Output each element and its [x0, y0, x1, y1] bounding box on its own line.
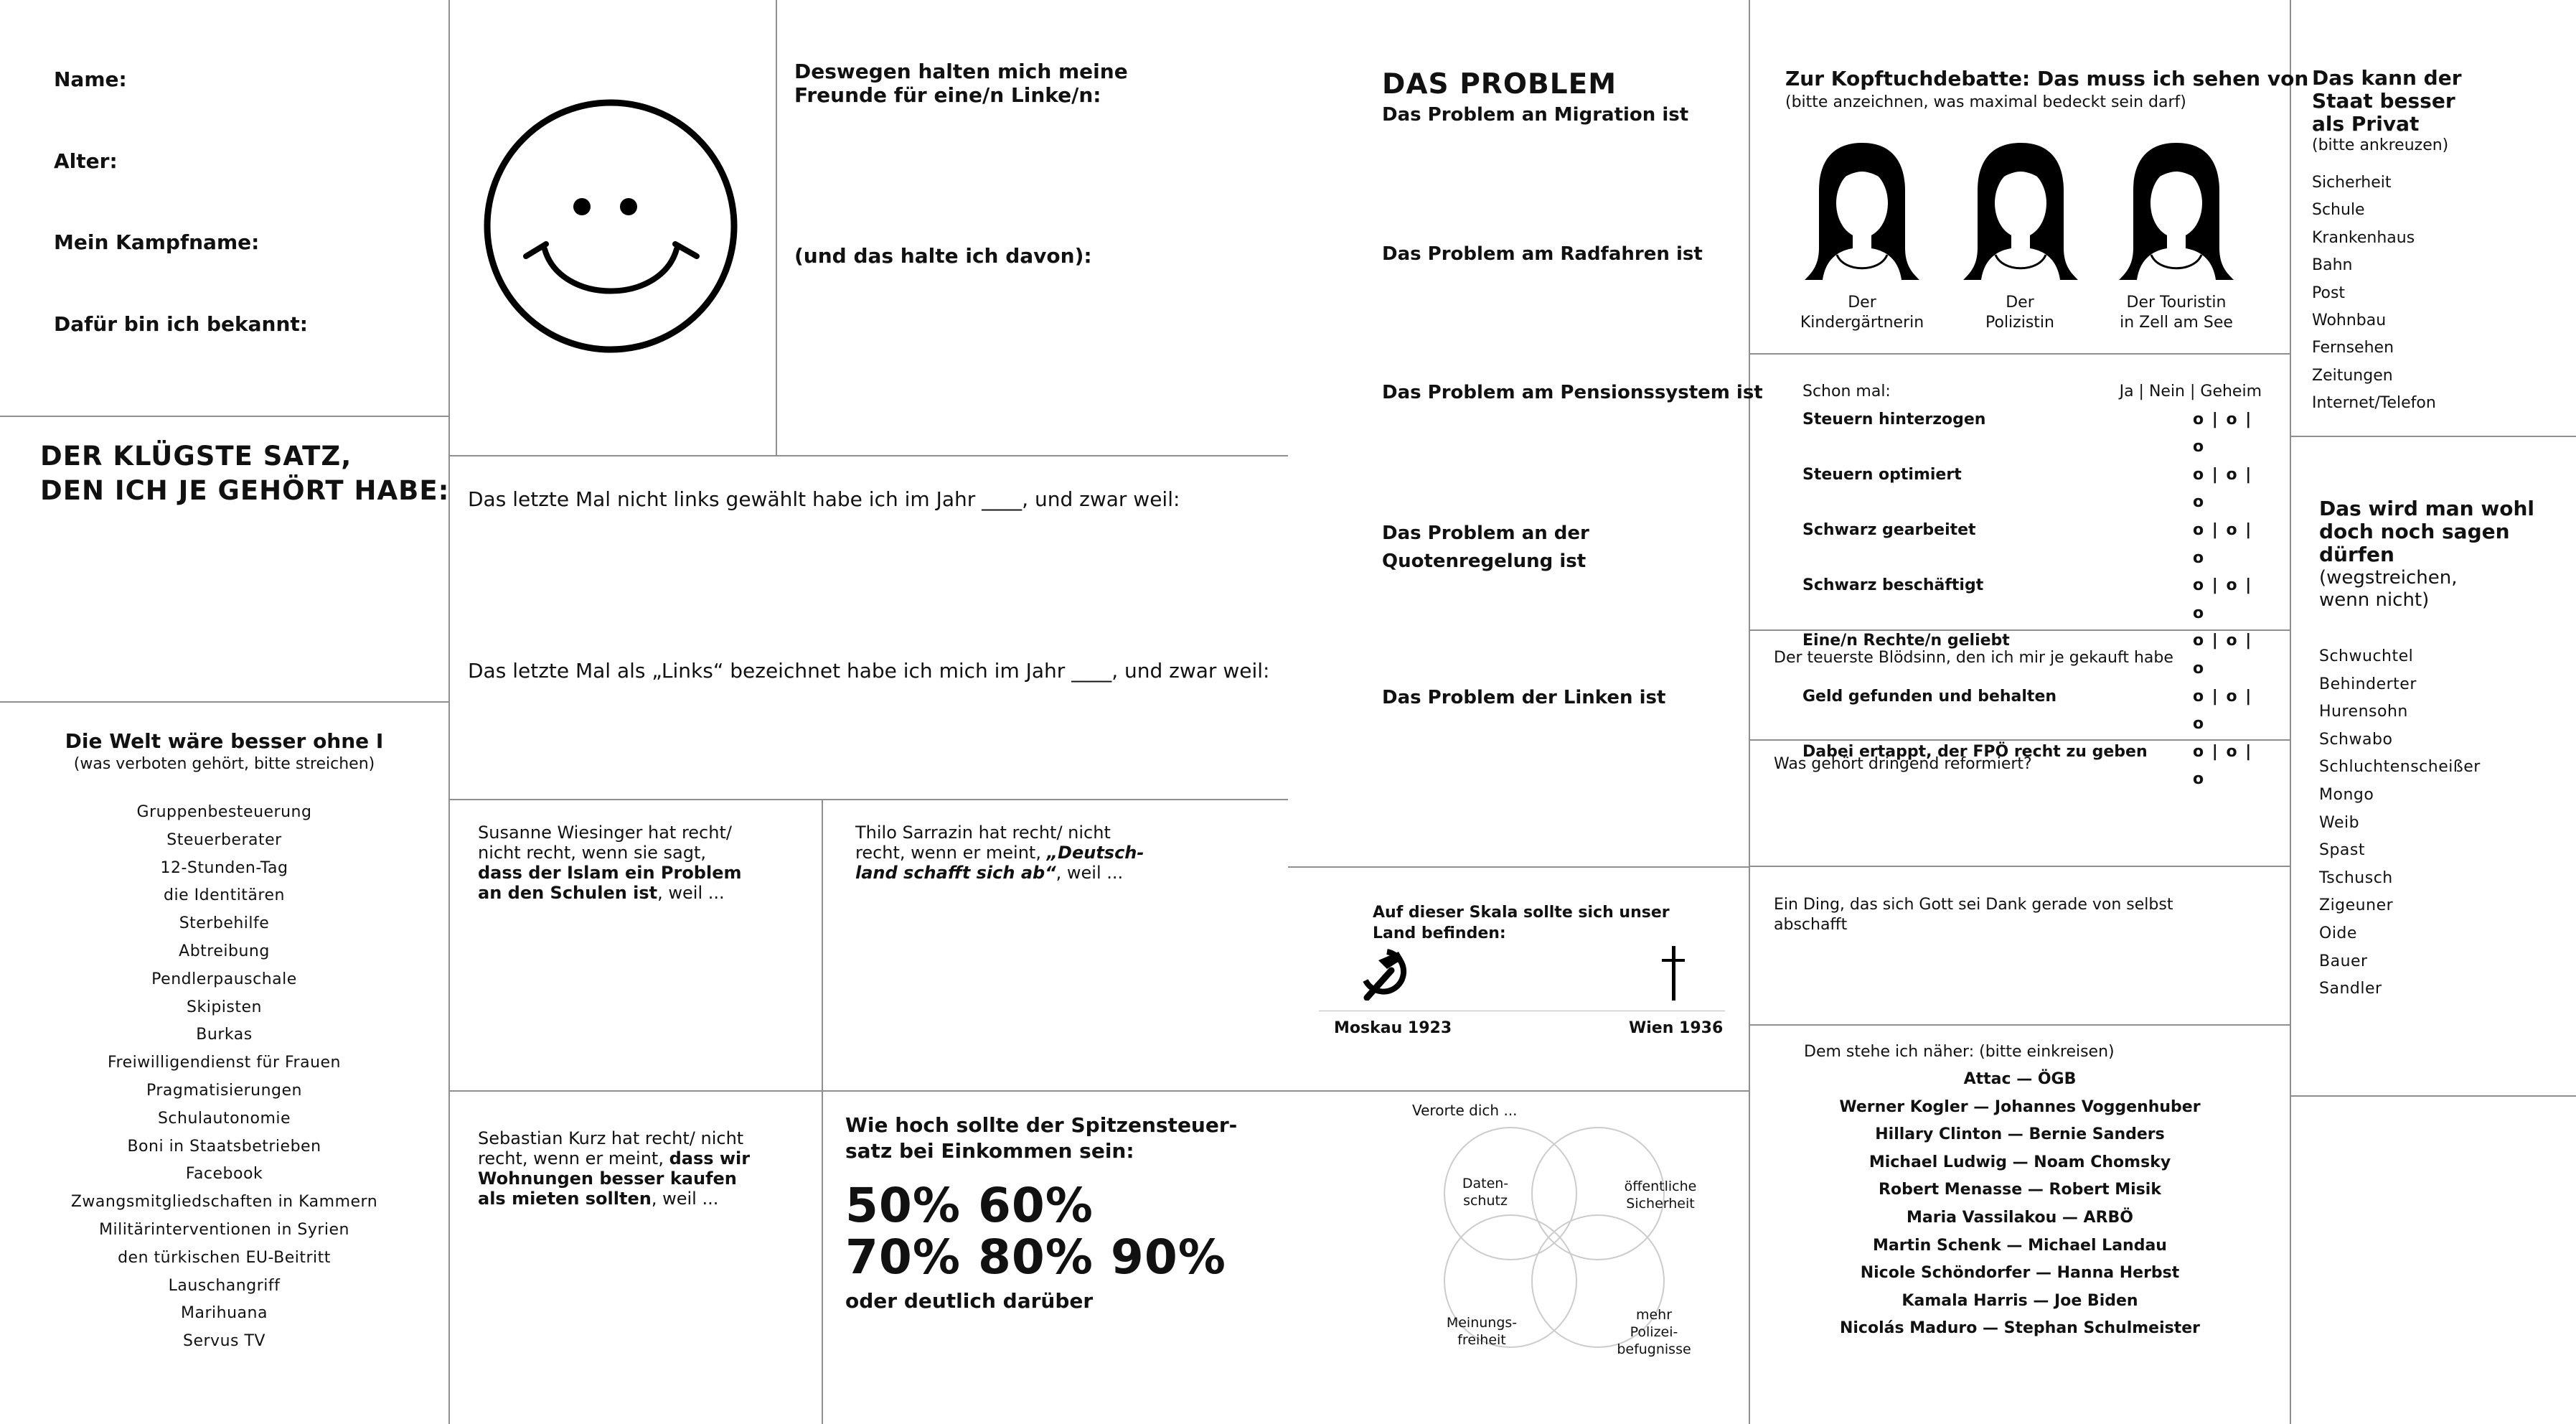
text-tail: , weil ...	[657, 883, 725, 903]
name-field-label[interactable]: Name:	[54, 67, 127, 91]
list-item[interactable]: Krankenhaus	[2312, 228, 2415, 247]
list-item[interactable]: Skipisten	[187, 998, 262, 1016]
list-item[interactable]: Marihuana	[181, 1304, 268, 1323]
text-quote: land schafft sich ab“	[855, 863, 1056, 883]
friends-opinion: (und das halte ich davon):	[794, 244, 1092, 268]
list-item[interactable]: den türkischen EU-Beitritt	[118, 1248, 331, 1267]
list-item[interactable]: Servus TV	[183, 1332, 265, 1351]
woman-portrait-icon[interactable]	[2115, 140, 2237, 284]
label-line: Polizistin	[1985, 314, 2054, 332]
question-line: Deswegen halten mich meine	[794, 60, 1128, 83]
row-label: Steuern optimiert	[1802, 465, 1962, 484]
list-item[interactable]: Schluchtenscheißer	[2319, 758, 2481, 777]
closer-title: Dem stehe ich näher: (bitte einkreisen)	[1804, 1043, 2115, 1061]
answer-options[interactable]: o | o | o	[2193, 520, 2253, 567]
title-line: dürfen	[2319, 543, 2394, 566]
label-line: öffentliche	[1624, 1179, 1697, 1194]
row-label: Steuern hinterzogen	[1802, 410, 1986, 428]
heading-line: DER KLÜGSTE SATZ,	[40, 441, 352, 472]
label-line: Meinungs-	[1446, 1315, 1518, 1331]
divider	[450, 799, 1288, 800]
list-item[interactable]: Burkas	[196, 1026, 253, 1044]
list-item[interactable]: Abtreibung	[179, 942, 270, 960]
wiesinger-question	[478, 823, 742, 903]
closer-list	[1750, 1066, 2290, 1343]
divider	[0, 416, 448, 417]
table-row	[1802, 683, 2262, 739]
text-line: Wohnungen besser kaufen	[478, 1168, 737, 1189]
list-item[interactable]: Steuerberater	[166, 830, 282, 849]
heading-line: DEN ICH JE GEHÖRT HABE:	[40, 475, 450, 506]
header-right: Ja | Nein | Geheim	[2119, 383, 2262, 400]
known-for-field-label[interactable]: Dafür bin ich bekannt:	[54, 312, 309, 336]
problem-item: Das Problem am Radfahren ist	[1382, 243, 1703, 265]
list-item[interactable]: Hurensohn	[2319, 703, 2408, 721]
venn-label-data-privacy	[1449, 1175, 1521, 1209]
list-item[interactable]: Martin Schenk — Michael Landau	[1873, 1236, 2167, 1255]
divider	[1288, 866, 1749, 868]
state-better-list	[2312, 169, 2436, 418]
text-tail: , weil ...	[651, 1189, 719, 1209]
cross-icon	[1659, 946, 1688, 1001]
scale-right-label: Wien 1936	[1629, 1019, 1724, 1037]
list-item[interactable]: Wohnbau	[2312, 312, 2387, 330]
answer-options[interactable]: o | o | o	[2193, 632, 2253, 678]
tax-question	[845, 1112, 1237, 1164]
list-item[interactable]: Bauer	[2319, 952, 2368, 970]
divider	[1750, 866, 2290, 867]
world-better-subtitle: (was verboten gehört, bitte streichen)	[73, 755, 375, 773]
row-label: Dabei ertappt, der FPÖ recht zu geben	[1802, 742, 2148, 761]
answer-options[interactable]: o | o | o	[2193, 687, 2253, 734]
list-item[interactable]: Tschusch	[2319, 868, 2393, 887]
row-label: Schwarz gearbeitet	[1802, 520, 1976, 539]
text-line: nicht recht, wenn sie sagt,	[478, 843, 706, 863]
text-bold: an den Schulen ist	[478, 883, 658, 903]
list-item[interactable]: Werner Kogler — Johannes Voggenhuber	[1839, 1097, 2201, 1116]
list-item[interactable]: Attac — ÖGB	[1963, 1070, 2077, 1088]
sarrazin-question	[855, 823, 1144, 883]
divider	[2291, 436, 2576, 437]
title-line: doch noch sagen	[2319, 520, 2510, 543]
label-line: Sicherheit	[1626, 1196, 1695, 1212]
answer-options[interactable]: o | o | o	[2193, 465, 2253, 512]
say-subtitle	[2319, 567, 2458, 612]
say-title	[2319, 497, 2534, 566]
battle-name-field-label[interactable]: Mein Kampfname:	[54, 230, 260, 254]
list-item[interactable]: Freiwilligendienst für Frauen	[107, 1054, 341, 1072]
text-line: Susanne Wiesinger hat recht/	[478, 823, 732, 843]
tax-options[interactable]	[845, 1180, 1237, 1283]
list-item[interactable]: Robert Menasse — Robert Misik	[1879, 1181, 2161, 1199]
list-item[interactable]: Schulautonomie	[157, 1109, 291, 1128]
tax-more-option[interactable]: oder deutlich darüber	[845, 1289, 1094, 1313]
label-line: Polizei-	[1630, 1324, 1678, 1340]
list-item[interactable]: Sicherheit	[2312, 174, 2392, 192]
divider	[822, 799, 823, 1424]
question-line: Wie hoch sollte der Spitzensteuer-	[845, 1113, 1238, 1137]
table-row	[1802, 572, 2262, 627]
header-left: Schon mal:	[1802, 383, 1891, 400]
list-item[interactable]: Kamala Harris — Joe Biden	[1902, 1291, 2138, 1310]
scale-question	[1373, 902, 1670, 944]
label-line: in Zell am See	[2120, 314, 2233, 332]
answer-options[interactable]: o | o | o	[2193, 742, 2253, 789]
text-quote: „Deutsch-	[1046, 843, 1144, 863]
state-better-title	[2312, 67, 2462, 136]
woman-portrait-icon[interactable]	[1801, 140, 1923, 284]
list-item[interactable]: Hillary Clinton — Bernie Sanders	[1875, 1125, 2165, 1144]
headscarf-subtitle: (bitte anzeichnen, was maximal bedeckt sein darf)	[1785, 93, 2186, 111]
list-item[interactable]: Zigeuner	[2319, 896, 2394, 915]
title-line: Staat besser	[2312, 89, 2455, 113]
subtitle-line: wenn nicht)	[2319, 589, 2430, 611]
problem-title: DAS PROBLEM	[1382, 68, 1617, 100]
label-line: Daten-	[1462, 1176, 1509, 1191]
row-label: Schwarz beschäftigt	[1802, 576, 1984, 595]
nonsense-question: Der teuerste Blödsinn, den ich mir je gekauft habe	[1774, 649, 2173, 667]
list-item[interactable]: Gruppenbesteuerung	[136, 803, 312, 821]
list-item[interactable]: Weib	[2319, 813, 2360, 832]
age-field-label[interactable]: Alter:	[54, 149, 118, 173]
subtitle-line: (wegstreichen,	[2319, 567, 2458, 589]
divider	[1750, 353, 2290, 355]
title-line: Das kann der	[2312, 66, 2462, 90]
label-line: Der Touristin	[2126, 294, 2227, 312]
list-item[interactable]: Bahn	[2312, 256, 2353, 275]
kurz-question	[478, 1128, 750, 1209]
list-item[interactable]: die Identitären	[164, 886, 285, 905]
venn-label-free-speech	[1442, 1314, 1521, 1349]
list-item[interactable]: Post	[2312, 284, 2346, 302]
venn-diagram[interactable]	[1439, 1123, 1726, 1410]
list-item[interactable]: Zwangsmitgliedschaften in Kammern	[70, 1193, 378, 1212]
text-line: Sebastian Kurz hat recht/ nicht	[478, 1128, 744, 1148]
figure-label-police	[1934, 293, 2106, 333]
tax-options-row[interactable]: 50% 60%	[845, 1178, 1094, 1233]
list-item[interactable]: Militärinterventionen in Syrien	[98, 1220, 349, 1239]
list-item[interactable]: Pragmatisierungen	[146, 1081, 302, 1100]
state-better-subtitle: (bitte ankreuzen)	[2312, 136, 2449, 154]
say-list	[2319, 643, 2481, 1003]
list-item[interactable]: Facebook	[185, 1165, 263, 1184]
list-item[interactable]: Nicolás Maduro — Stephan Schulmeister	[1839, 1319, 2201, 1338]
list-item[interactable]: Michael Ludwig — Noam Chomsky	[1868, 1153, 2171, 1171]
list-item[interactable]: 12-Stunden-Tag	[160, 858, 288, 877]
list-item[interactable]: Nicole Schöndorfer — Hanna Herbst	[1860, 1264, 2180, 1283]
table-header	[1802, 378, 2262, 406]
question-line: Land befinden:	[1373, 924, 1506, 942]
smiley-face-icon	[481, 97, 740, 355]
list-item[interactable]: Maria Vassilakou — ARBÖ	[1907, 1208, 2133, 1227]
list-item[interactable]: Internet/Telefon	[2312, 394, 2436, 413]
list-item[interactable]: Spast	[2319, 841, 2365, 860]
answer-options[interactable]: o | o | o	[2193, 410, 2253, 456]
world-better-list	[0, 799, 448, 1356]
tax-options-row[interactable]: 70% 80% 90%	[845, 1229, 1226, 1285]
headscarf-title: Zur Kopftuchdebatte: Das muss ich sehen von	[1785, 67, 2309, 90]
label-line: schutz	[1463, 1193, 1508, 1209]
scale-left-label: Moskau 1923	[1334, 1019, 1452, 1037]
world-better-title: Die Welt wäre besser ohne I	[65, 729, 384, 753]
divider	[776, 0, 777, 456]
list-item[interactable]: Sterbehilfe	[179, 914, 270, 933]
label-line: Der	[2006, 294, 2034, 312]
problem-item: Das Problem an der Quotenregelung ist	[1382, 523, 1589, 572]
label-line: Kindergärtnerin	[1800, 314, 1924, 332]
question-line: Freunde für eine/n Linke/n:	[794, 83, 1101, 107]
question-line: Auf dieser Skala sollte sich unser	[1373, 904, 1670, 922]
problem-item: Das Problem der Linken ist	[1382, 687, 1666, 708]
question-line: satz bei Einkommen sein:	[845, 1139, 1134, 1163]
text-line: dass der Islam ein Problem	[478, 863, 742, 883]
last-not-left-vote: Das letzte Mal nicht links gewählt habe ich im Jahr ____, und zwar weil:	[468, 487, 1180, 511]
friends-question	[794, 60, 1128, 107]
list-item[interactable]: Sandler	[2319, 980, 2382, 998]
table-row	[1802, 462, 2262, 517]
title-line: Das wird man wohl	[2319, 497, 2535, 520]
label-line: mehr	[1635, 1307, 1673, 1323]
list-item[interactable]: Schwabo	[2319, 730, 2393, 749]
list-item[interactable]: Oide	[2319, 924, 2357, 942]
text-bold: als mieten sollten	[478, 1189, 652, 1209]
divider	[0, 701, 448, 703]
divider	[450, 455, 1288, 456]
text-bold: dass wir	[669, 1148, 751, 1168]
woman-portrait-icon[interactable]	[1960, 140, 2082, 284]
last-called-left: Das letzte Mal als „Links“ bezeichnet habe ich mich im Jahr ____, und zwar weil:	[468, 659, 1270, 683]
label-line: Der	[1848, 294, 1876, 312]
table-row	[1802, 517, 2262, 572]
row-label: Geld gefunden und behalten	[1802, 687, 2057, 706]
row-label: Eine/n Rechte/n geliebt	[1802, 632, 2010, 650]
world-better-section	[0, 729, 448, 1356]
text-line: recht, wenn er meint,	[855, 843, 1047, 863]
list-item[interactable]: Mongo	[2319, 785, 2374, 804]
problem-item: Das Problem an Migration ist	[1382, 104, 1689, 126]
smartest-sentence-heading	[40, 439, 449, 508]
divider	[2290, 0, 2291, 1424]
divider	[448, 0, 450, 1424]
label-line: freiheit	[1457, 1332, 1506, 1348]
hammer-sickle-icon	[1358, 946, 1413, 1001]
list-item[interactable]: Schule	[2312, 201, 2365, 220]
figure-label-kindergarten	[1776, 293, 1948, 333]
reform-question: Was gehört dringend reformiert?	[1774, 755, 2032, 773]
table-row	[1802, 406, 2262, 462]
divider	[2291, 1095, 2576, 1097]
title-line: als Privat	[2312, 112, 2420, 136]
list-item[interactable]: Boni in Staatsbetrieben	[127, 1137, 321, 1156]
text-tail: , weil ...	[1056, 863, 1124, 883]
answer-options[interactable]: o | o | o	[2193, 576, 2253, 622]
venn-label-public-safety	[1610, 1178, 1711, 1212]
text-line: Thilo Sarrazin hat recht/ nicht	[855, 823, 1111, 843]
divider	[1750, 1024, 2290, 1026]
list-item[interactable]: Fernsehen	[2312, 339, 2394, 357]
venn-title: Verorte dich ...	[1412, 1102, 1518, 1119]
text-line: recht, wenn er meint,	[478, 1148, 669, 1168]
list-item[interactable]: Zeitungen	[2312, 366, 2393, 385]
venn-label-police-powers	[1607, 1306, 1701, 1358]
list-item[interactable]: Behinderter	[2319, 675, 2417, 693]
list-item[interactable]: Pendlerpauschale	[151, 970, 297, 988]
figure-label-tourist	[2090, 293, 2262, 333]
list-item[interactable]: Lauschangriff	[168, 1276, 281, 1295]
list-item[interactable]: Schwuchtel	[2319, 647, 2414, 665]
top-tax-section	[845, 1112, 1237, 1313]
ever-done-table	[1802, 378, 2262, 794]
abolish-question: Ein Ding, das sich Gott sei Dank gerade von selbst abschafft	[1774, 896, 2173, 934]
label-line: befugnisse	[1617, 1341, 1691, 1357]
problem-item: Das Problem am Pensionssystem ist	[1382, 382, 1763, 403]
divider	[450, 1090, 1749, 1092]
